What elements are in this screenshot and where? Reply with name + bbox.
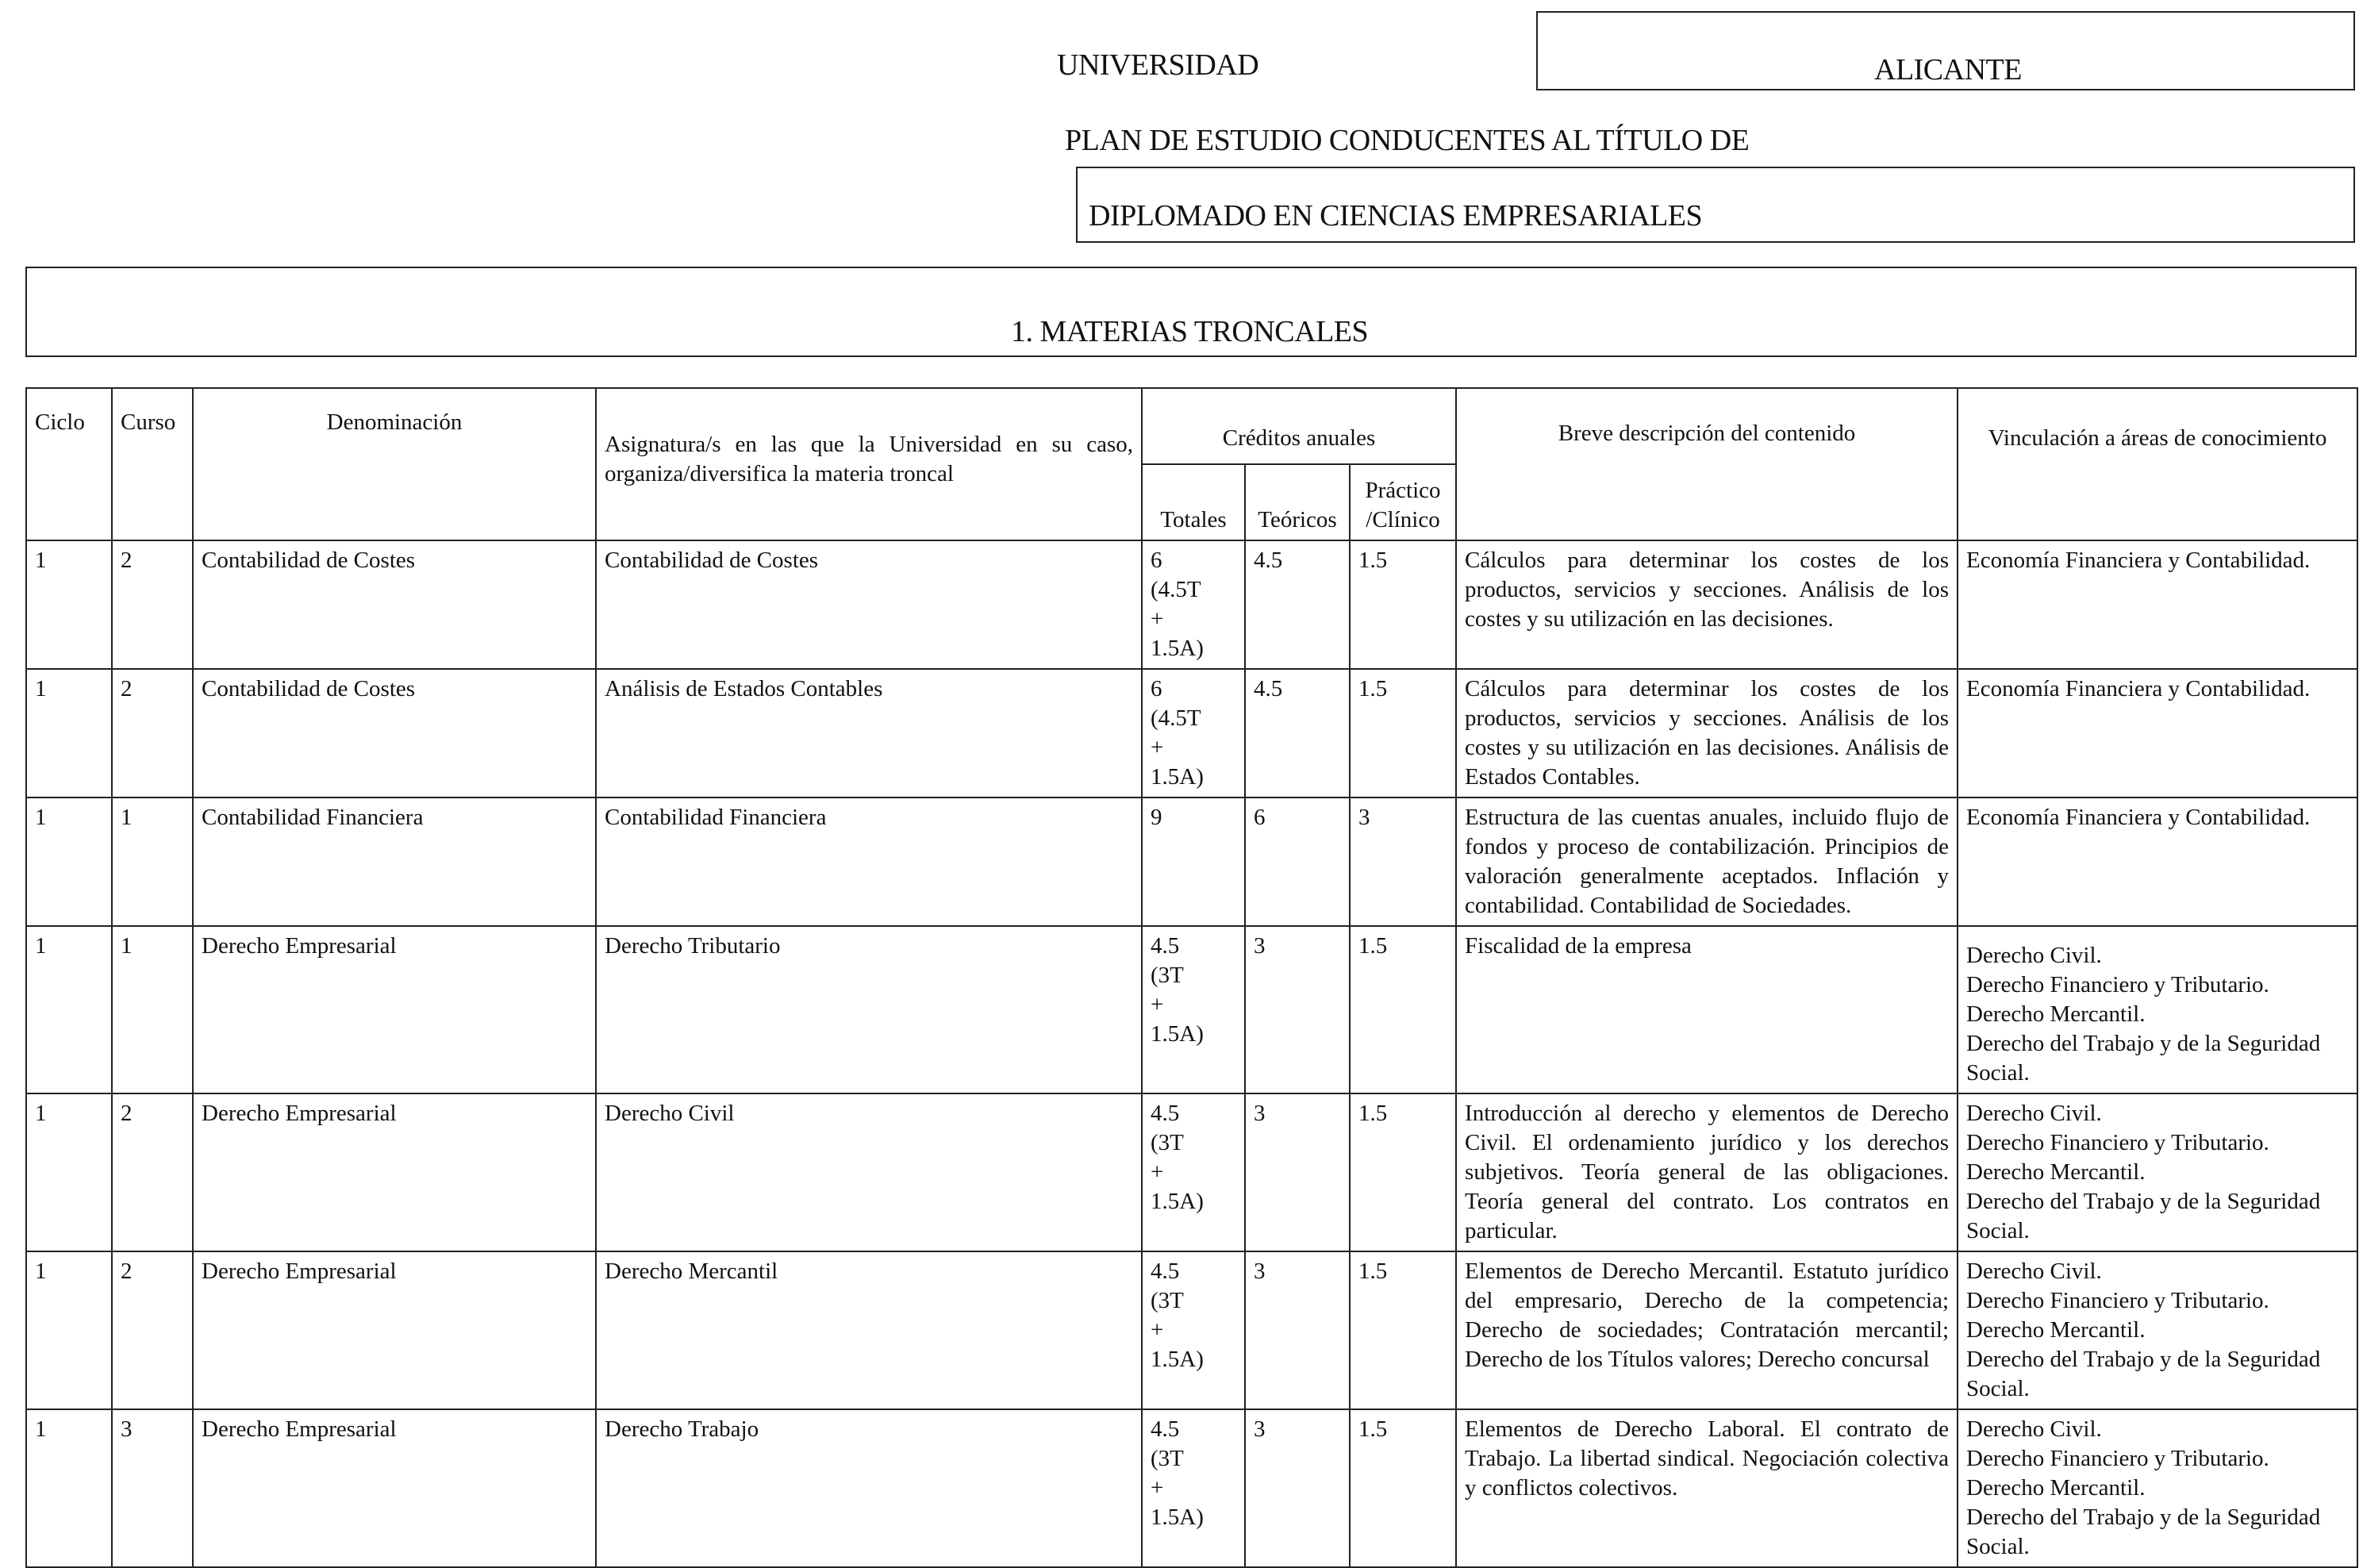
table-row xyxy=(26,926,2357,1093)
titulo-value: DIPLOMADO EN CIENCIAS EMPRESARIALES xyxy=(1089,199,1703,233)
cell-denominacion: Derecho Empresarial xyxy=(193,1251,596,1409)
cell-teoricos: 3 xyxy=(1245,926,1350,1093)
cell-teoricos: 3 xyxy=(1245,1093,1350,1251)
cell-ciclo: 1 xyxy=(26,540,112,669)
cell-curso: 2 xyxy=(112,1093,193,1251)
cell-asignatura: Derecho Civil xyxy=(596,1093,1142,1251)
header-ciclo: Ciclo xyxy=(26,388,112,540)
table-row xyxy=(26,797,2357,926)
cell-descripcion: Fiscalidad de la empresa xyxy=(1456,926,1958,1093)
cell-practico: 1.5 xyxy=(1350,540,1456,669)
cell-asignatura: Contabilidad de Costes xyxy=(596,540,1142,669)
header-practico: Práctico /Clínico xyxy=(1350,464,1456,540)
cell-totales: 4.5 (3T + 1.5A) xyxy=(1142,926,1245,1093)
header-vinculacion: Vinculación a áreas de conocimiento xyxy=(1958,388,2357,540)
cell-teoricos: 3 xyxy=(1245,1409,1350,1567)
cell-totales: 6 (4.5T + 1.5A) xyxy=(1142,669,1245,797)
header-descripcion: Breve descripción del contenido xyxy=(1456,388,1958,540)
cell-vinculacion: Derecho Civil. Derecho Financiero y Tributario. Derecho Mercantil. Derecho del Trabajo y de la Seguridad Social. xyxy=(1958,1409,2357,1567)
cell-teoricos: 4.5 xyxy=(1245,669,1350,797)
cell-ciclo: 1 xyxy=(26,1409,112,1567)
cell-descripcion: Introducción al derecho y elementos de Derecho Civil. El ordenamiento jurídico y los derechos subjetivos. Teoría general de las obligaciones. Teoría general del contrato. Los contratos en particular. xyxy=(1456,1093,1958,1251)
cell-practico: 1.5 xyxy=(1350,669,1456,797)
cell-teoricos: 6 xyxy=(1245,797,1350,926)
section-title: 1. MATERIAS TRONCALES xyxy=(1011,315,1369,348)
cell-totales: 4.5 (3T + 1.5A) xyxy=(1142,1409,1245,1567)
cell-totales: 4.5 (3T + 1.5A) xyxy=(1142,1093,1245,1251)
cell-vinculacion: Derecho Civil. Derecho Financiero y Tributario. Derecho Mercantil. Derecho del Trabajo y de la Seguridad Social. xyxy=(1958,1093,2357,1251)
table-row xyxy=(26,669,2357,797)
cell-descripcion: Estructura de las cuentas anuales, incluido flujo de fondos y proceso de contabilización. Principios de valoración generalmente aceptados. Inflación y contabilidad. Contabilidad de Sociedades. xyxy=(1456,797,1958,926)
cell-asignatura: Derecho Mercantil xyxy=(596,1251,1142,1409)
table-header-row xyxy=(26,388,2357,464)
cell-denominacion: Derecho Empresarial xyxy=(193,926,596,1093)
table-row xyxy=(26,1093,2357,1251)
cell-practico: 1.5 xyxy=(1350,926,1456,1093)
header-denominacion: Denominación xyxy=(193,388,596,540)
cell-curso: 2 xyxy=(112,540,193,669)
cell-totales: 4.5 (3T + 1.5A) xyxy=(1142,1251,1245,1409)
table-row xyxy=(26,540,2357,669)
cell-totales: 9 xyxy=(1142,797,1245,926)
cell-ciclo: 1 xyxy=(26,669,112,797)
section-title-box xyxy=(25,267,2357,357)
materias-troncales-table xyxy=(25,387,2358,1568)
cell-curso: 1 xyxy=(112,797,193,926)
header-asignatura: Asignatura/s en las que la Universidad en su caso, organiza/diversifica la materia troncal xyxy=(596,388,1142,540)
header-teoricos: Teóricos xyxy=(1245,464,1350,540)
cell-curso: 1 xyxy=(112,926,193,1093)
header-curso: Curso xyxy=(112,388,193,540)
titulo-box xyxy=(1076,167,2355,243)
cell-practico: 1.5 xyxy=(1350,1093,1456,1251)
cell-asignatura: Derecho Tributario xyxy=(596,926,1142,1093)
cell-vinculacion: Economía Financiera y Contabilidad. xyxy=(1958,540,2357,669)
cell-descripcion: Cálculos para determinar los costes de los productos, servicios y secciones. Análisis de los costes y su utilización en las decisiones. xyxy=(1456,540,1958,669)
cell-denominacion: Derecho Empresarial xyxy=(193,1409,596,1567)
cell-denominacion: Contabilidad de Costes xyxy=(193,540,596,669)
cell-practico: 1.5 xyxy=(1350,1251,1456,1409)
cell-vinculacion: Derecho Civil. Derecho Financiero y Tributario. Derecho Mercantil. Derecho del Trabajo y de la Seguridad Social. xyxy=(1958,1251,2357,1409)
plan-label: PLAN DE ESTUDIO CONDUCENTES AL TÍTULO DE xyxy=(1065,124,1750,157)
universidad-value-box xyxy=(1536,11,2355,90)
cell-teoricos: 3 xyxy=(1245,1251,1350,1409)
cell-denominacion: Contabilidad de Costes xyxy=(193,669,596,797)
cell-ciclo: 1 xyxy=(26,926,112,1093)
header-creditos: Créditos anuales xyxy=(1142,388,1456,464)
table-row xyxy=(26,1251,2357,1409)
cell-denominacion: Derecho Empresarial xyxy=(193,1093,596,1251)
universidad-label: UNIVERSIDAD xyxy=(1057,48,1259,82)
cell-curso: 2 xyxy=(112,669,193,797)
cell-curso: 2 xyxy=(112,1251,193,1409)
cell-vinculacion: Economía Financiera y Contabilidad. xyxy=(1958,797,2357,926)
cell-curso: 3 xyxy=(112,1409,193,1567)
universidad-value: ALICANTE xyxy=(1874,53,2022,86)
header-totales: Totales xyxy=(1142,464,1245,540)
cell-practico: 3 xyxy=(1350,797,1456,926)
cell-descripcion: Cálculos para determinar los costes de los productos, servicios y secciones. Análisis de los costes y su utilización en las decisiones. Análisis de Estados Contables. xyxy=(1456,669,1958,797)
cell-ciclo: 1 xyxy=(26,797,112,926)
cell-asignatura: Derecho Trabajo xyxy=(596,1409,1142,1567)
cell-totales: 6 (4.5T + 1.5A) xyxy=(1142,540,1245,669)
table-row xyxy=(26,1409,2357,1567)
cell-vinculacion: Economía Financiera y Contabilidad. xyxy=(1958,669,2357,797)
cell-asignatura: Contabilidad Financiera xyxy=(596,797,1142,926)
cell-practico: 1.5 xyxy=(1350,1409,1456,1567)
cell-descripcion: Elementos de Derecho Laboral. El contrato de Trabajo. La libertad sindical. Negociación colectiva y conflictos colectivos. xyxy=(1456,1409,1958,1567)
cell-ciclo: 1 xyxy=(26,1093,112,1251)
cell-ciclo: 1 xyxy=(26,1251,112,1409)
cell-descripcion: Elementos de Derecho Mercantil. Estatuto jurídico del empresario, Derecho de la competencia; Derecho de sociedades; Contratación mercantil; Derecho de los Títulos valores; Derecho concursal xyxy=(1456,1251,1958,1409)
cell-denominacion: Contabilidad Financiera xyxy=(193,797,596,926)
cell-teoricos: 4.5 xyxy=(1245,540,1350,669)
cell-asignatura: Análisis de Estados Contables xyxy=(596,669,1142,797)
cell-vinculacion: Derecho Civil. Derecho Financiero y Tributario. Derecho Mercantil. Derecho del Trabajo y de la Seguridad Social. xyxy=(1958,926,2357,1093)
